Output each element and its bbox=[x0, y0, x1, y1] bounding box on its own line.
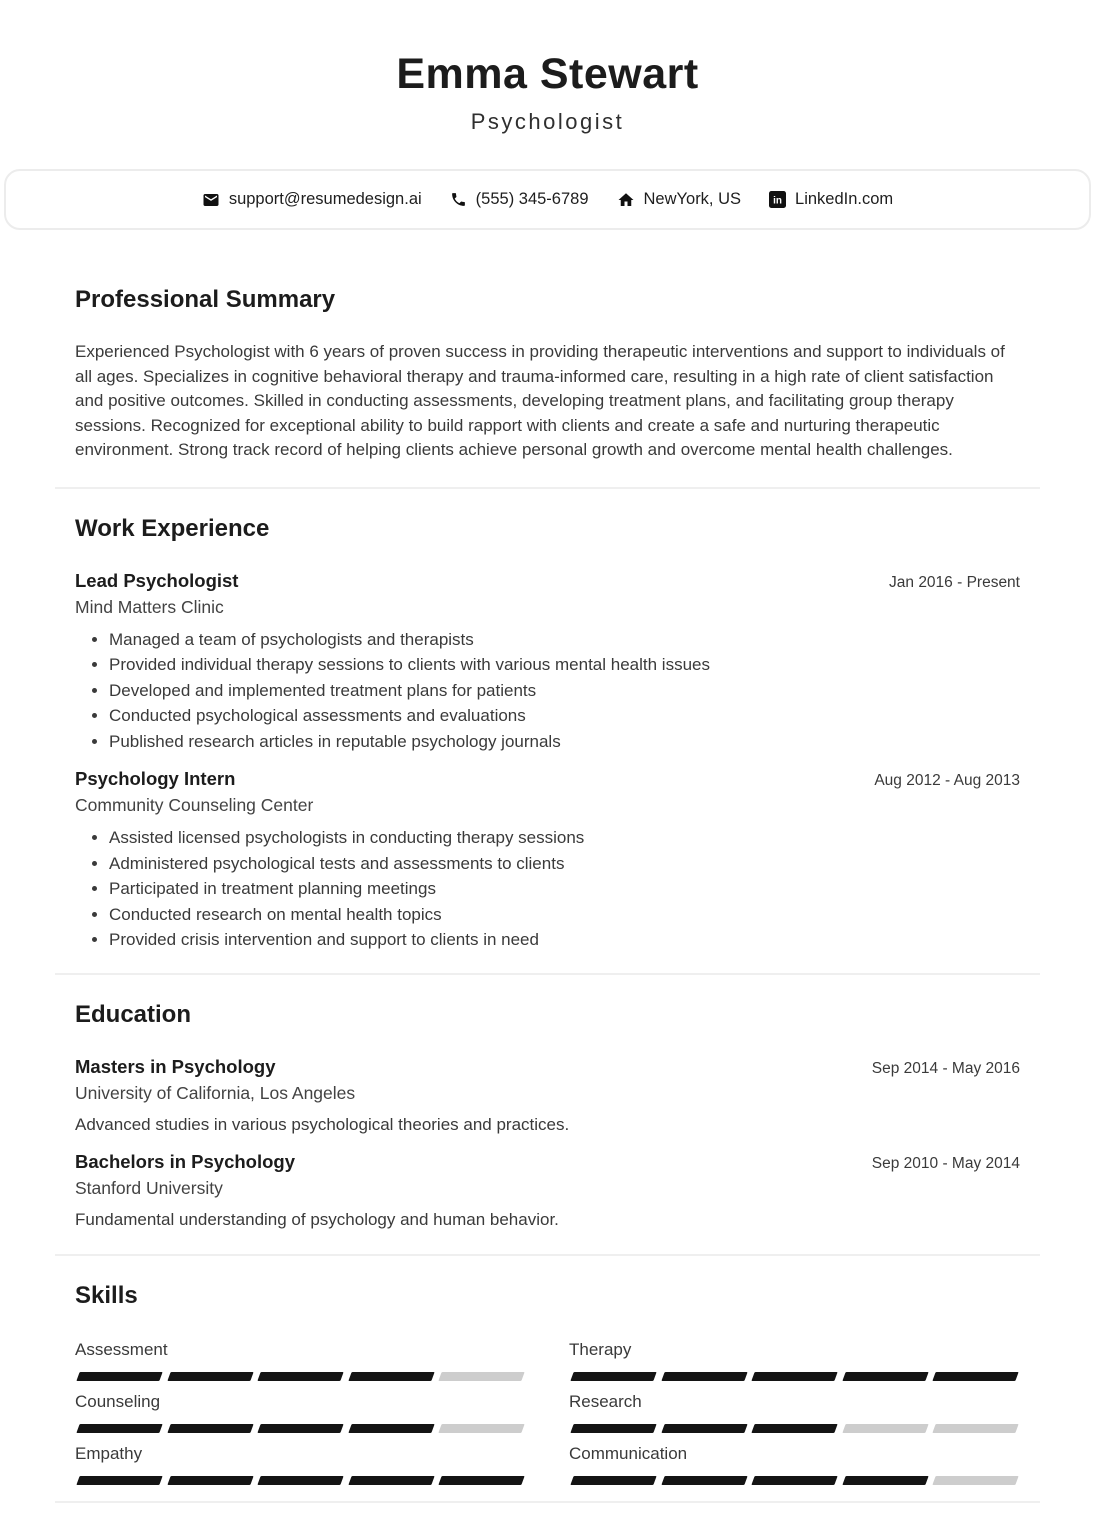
skill-bar-segment bbox=[348, 1476, 434, 1485]
skill-bar-segment bbox=[661, 1476, 747, 1485]
skill-bar-segment bbox=[752, 1372, 838, 1381]
candidate-title: Psychologist bbox=[470, 109, 625, 135]
skill-bar-segment bbox=[76, 1424, 162, 1433]
job-title-text: Psychology Intern bbox=[75, 768, 236, 790]
skill-bar-segment bbox=[167, 1476, 253, 1485]
job-bullet: • Managed a team of psychologists and therapists bbox=[109, 627, 1020, 653]
skill-bar-segment bbox=[76, 1476, 162, 1485]
skill-bar-segment bbox=[661, 1372, 747, 1381]
skill-bar-segment bbox=[167, 1424, 253, 1433]
job-bullet: • Conducted psychological assessments and evaluations bbox=[109, 703, 1020, 729]
skill-bar-segment bbox=[570, 1476, 656, 1485]
skill-bar-segment bbox=[439, 1476, 525, 1485]
contact-location-text: NewYork, US bbox=[643, 190, 742, 209]
contact-email bbox=[202, 190, 422, 209]
degree-title: Bachelors in Psychology bbox=[75, 1150, 296, 1172]
summary-heading: Professional Summary bbox=[75, 286, 336, 314]
job-bullet-list bbox=[75, 627, 1020, 755]
skill-bar-segment bbox=[752, 1424, 838, 1433]
job-entry bbox=[75, 569, 1020, 755]
experience-section bbox=[0, 515, 1095, 953]
job-company: Community Counseling Center bbox=[75, 795, 314, 816]
education-head bbox=[75, 1150, 1020, 1174]
degree-dates: Sep 2014 - May 2016 bbox=[871, 1059, 1020, 1077]
job-bullet: • Assisted licensed psychologists in conducting therapy sessions bbox=[109, 825, 1020, 851]
education-entry bbox=[75, 1055, 1020, 1137]
skill-level-bar bbox=[75, 1424, 526, 1433]
skills-section bbox=[0, 1282, 1095, 1485]
skills-heading: Skills bbox=[75, 1281, 138, 1309]
skills-grid bbox=[75, 1338, 1020, 1485]
contact-linkedin bbox=[769, 190, 893, 209]
job-dates: Jan 2016 - Present bbox=[889, 573, 1020, 591]
education-section bbox=[0, 1001, 1095, 1232]
skill-name: Empathy bbox=[75, 1443, 143, 1463]
phone-icon bbox=[450, 191, 467, 208]
skill-bar-segment bbox=[258, 1372, 344, 1381]
contact-linkedin-text: LinkedIn.com bbox=[795, 190, 894, 209]
contact-bar bbox=[4, 169, 1091, 230]
experience-heading: Work Experience bbox=[75, 514, 270, 542]
job-bullet: • Participated in treatment planning meetings bbox=[109, 876, 1020, 902]
skill-bar-segment bbox=[842, 1424, 928, 1433]
skill-level-bar bbox=[75, 1372, 526, 1381]
skill-bar-segment bbox=[76, 1372, 162, 1381]
envelope-icon bbox=[202, 191, 220, 209]
skill-bar-segment bbox=[258, 1476, 344, 1485]
degree-school: University of California, Los Angeles bbox=[75, 1082, 356, 1103]
skill-item bbox=[569, 1338, 1020, 1381]
skill-bar-segment bbox=[933, 1424, 1019, 1433]
skill-bar-segment bbox=[439, 1424, 525, 1433]
skill-bar-segment bbox=[842, 1476, 928, 1485]
skill-bar-segment bbox=[933, 1372, 1019, 1381]
contact-email-text: support@resumedesign.ai bbox=[228, 190, 422, 209]
job-bullet: • Conducted research on mental health topics bbox=[109, 902, 1020, 928]
degree-title: Masters in Psychology bbox=[75, 1055, 276, 1077]
skill-bar-segment bbox=[661, 1424, 747, 1433]
contact-phone bbox=[450, 190, 589, 209]
skill-name: Communication bbox=[569, 1443, 688, 1463]
skill-level-bar bbox=[569, 1424, 1020, 1433]
education-head bbox=[75, 1055, 1020, 1079]
job-bullet-list bbox=[75, 825, 1020, 953]
svg-text:in: in bbox=[773, 195, 782, 207]
skill-name: Therapy bbox=[569, 1339, 632, 1359]
education-heading: Education bbox=[75, 1000, 192, 1028]
skill-bar-segment bbox=[570, 1424, 656, 1433]
job-head bbox=[75, 569, 1020, 593]
summary-section bbox=[0, 286, 1095, 463]
job-entry bbox=[75, 767, 1020, 953]
job-bullet: • Administered psychological tests and assessments to clients bbox=[109, 851, 1020, 877]
skill-bar-segment bbox=[752, 1476, 838, 1485]
job-head bbox=[75, 767, 1020, 791]
skill-name: Research bbox=[569, 1391, 642, 1411]
page-bottom-divider bbox=[55, 1501, 1040, 1503]
degree-description: Advanced studies in various psychological theories and practices. bbox=[75, 1114, 570, 1134]
degree-dates: Sep 2010 - May 2014 bbox=[871, 1154, 1020, 1172]
degree-school: Stanford University bbox=[75, 1177, 223, 1198]
section-divider bbox=[55, 973, 1040, 975]
education-entry bbox=[75, 1150, 1020, 1232]
job-bullet: • Developed and implemented treatment plans for patients bbox=[109, 678, 1020, 704]
skill-item bbox=[75, 1338, 526, 1381]
skill-name: Counseling bbox=[75, 1391, 161, 1411]
contact-phone-text: (555) 345-6789 bbox=[475, 190, 589, 209]
job-bullet: • Provided crisis intervention and support to clients in need bbox=[109, 927, 1020, 953]
skill-level-bar bbox=[569, 1372, 1020, 1381]
resume-header bbox=[0, 52, 1095, 135]
skill-item bbox=[75, 1442, 526, 1485]
candidate-name: Emma Stewart bbox=[396, 50, 699, 98]
degree-description: Fundamental understanding of psychology and human behavior. bbox=[75, 1209, 559, 1229]
skill-bar-segment bbox=[348, 1372, 434, 1381]
skill-bar-segment bbox=[167, 1372, 253, 1381]
skill-bar-segment bbox=[348, 1424, 434, 1433]
section-divider bbox=[55, 487, 1040, 489]
job-title-text: Lead Psychologist bbox=[75, 569, 239, 591]
home-icon bbox=[617, 191, 635, 209]
skill-bar-segment bbox=[258, 1424, 344, 1433]
job-dates: Aug 2012 - Aug 2013 bbox=[874, 772, 1020, 790]
skill-item bbox=[569, 1390, 1020, 1433]
linkedin-icon bbox=[769, 191, 786, 208]
skill-item bbox=[569, 1442, 1020, 1485]
job-company: Mind Matters Clinic bbox=[75, 596, 224, 617]
skill-bar-segment bbox=[439, 1372, 525, 1381]
skill-name: Assessment bbox=[75, 1339, 168, 1359]
section-divider bbox=[55, 1254, 1040, 1256]
job-bullet: • Published research articles in reputable psychology journals bbox=[109, 729, 1020, 755]
skill-bar-segment bbox=[570, 1372, 656, 1381]
contact-location bbox=[617, 190, 742, 209]
job-bullet: • Provided individual therapy sessions to clients with various mental health issues bbox=[109, 652, 1020, 678]
skill-level-bar bbox=[569, 1476, 1020, 1485]
summary-text: Experienced Psychologist with 6 years of proven success in providing therapeutic interventions and support to individuals of all ages. Specializes in cognitive behavioral therapy and trauma-informed care, resulting in a high rate of client satisfaction and positive outcomes. Skilled in conducting assessments, developing treatment plans, and facilitating group therapy sessions. Recognized for exceptional ability to build rapport with clients and create a safe and nurturing therapeutic environment. Strong track record of helping clients achieve personal growth and overcome mental health challenges. bbox=[75, 342, 1005, 460]
skill-level-bar bbox=[75, 1476, 526, 1485]
skill-item bbox=[75, 1390, 526, 1433]
skill-bar-segment bbox=[842, 1372, 928, 1381]
skill-bar-segment bbox=[933, 1476, 1019, 1485]
